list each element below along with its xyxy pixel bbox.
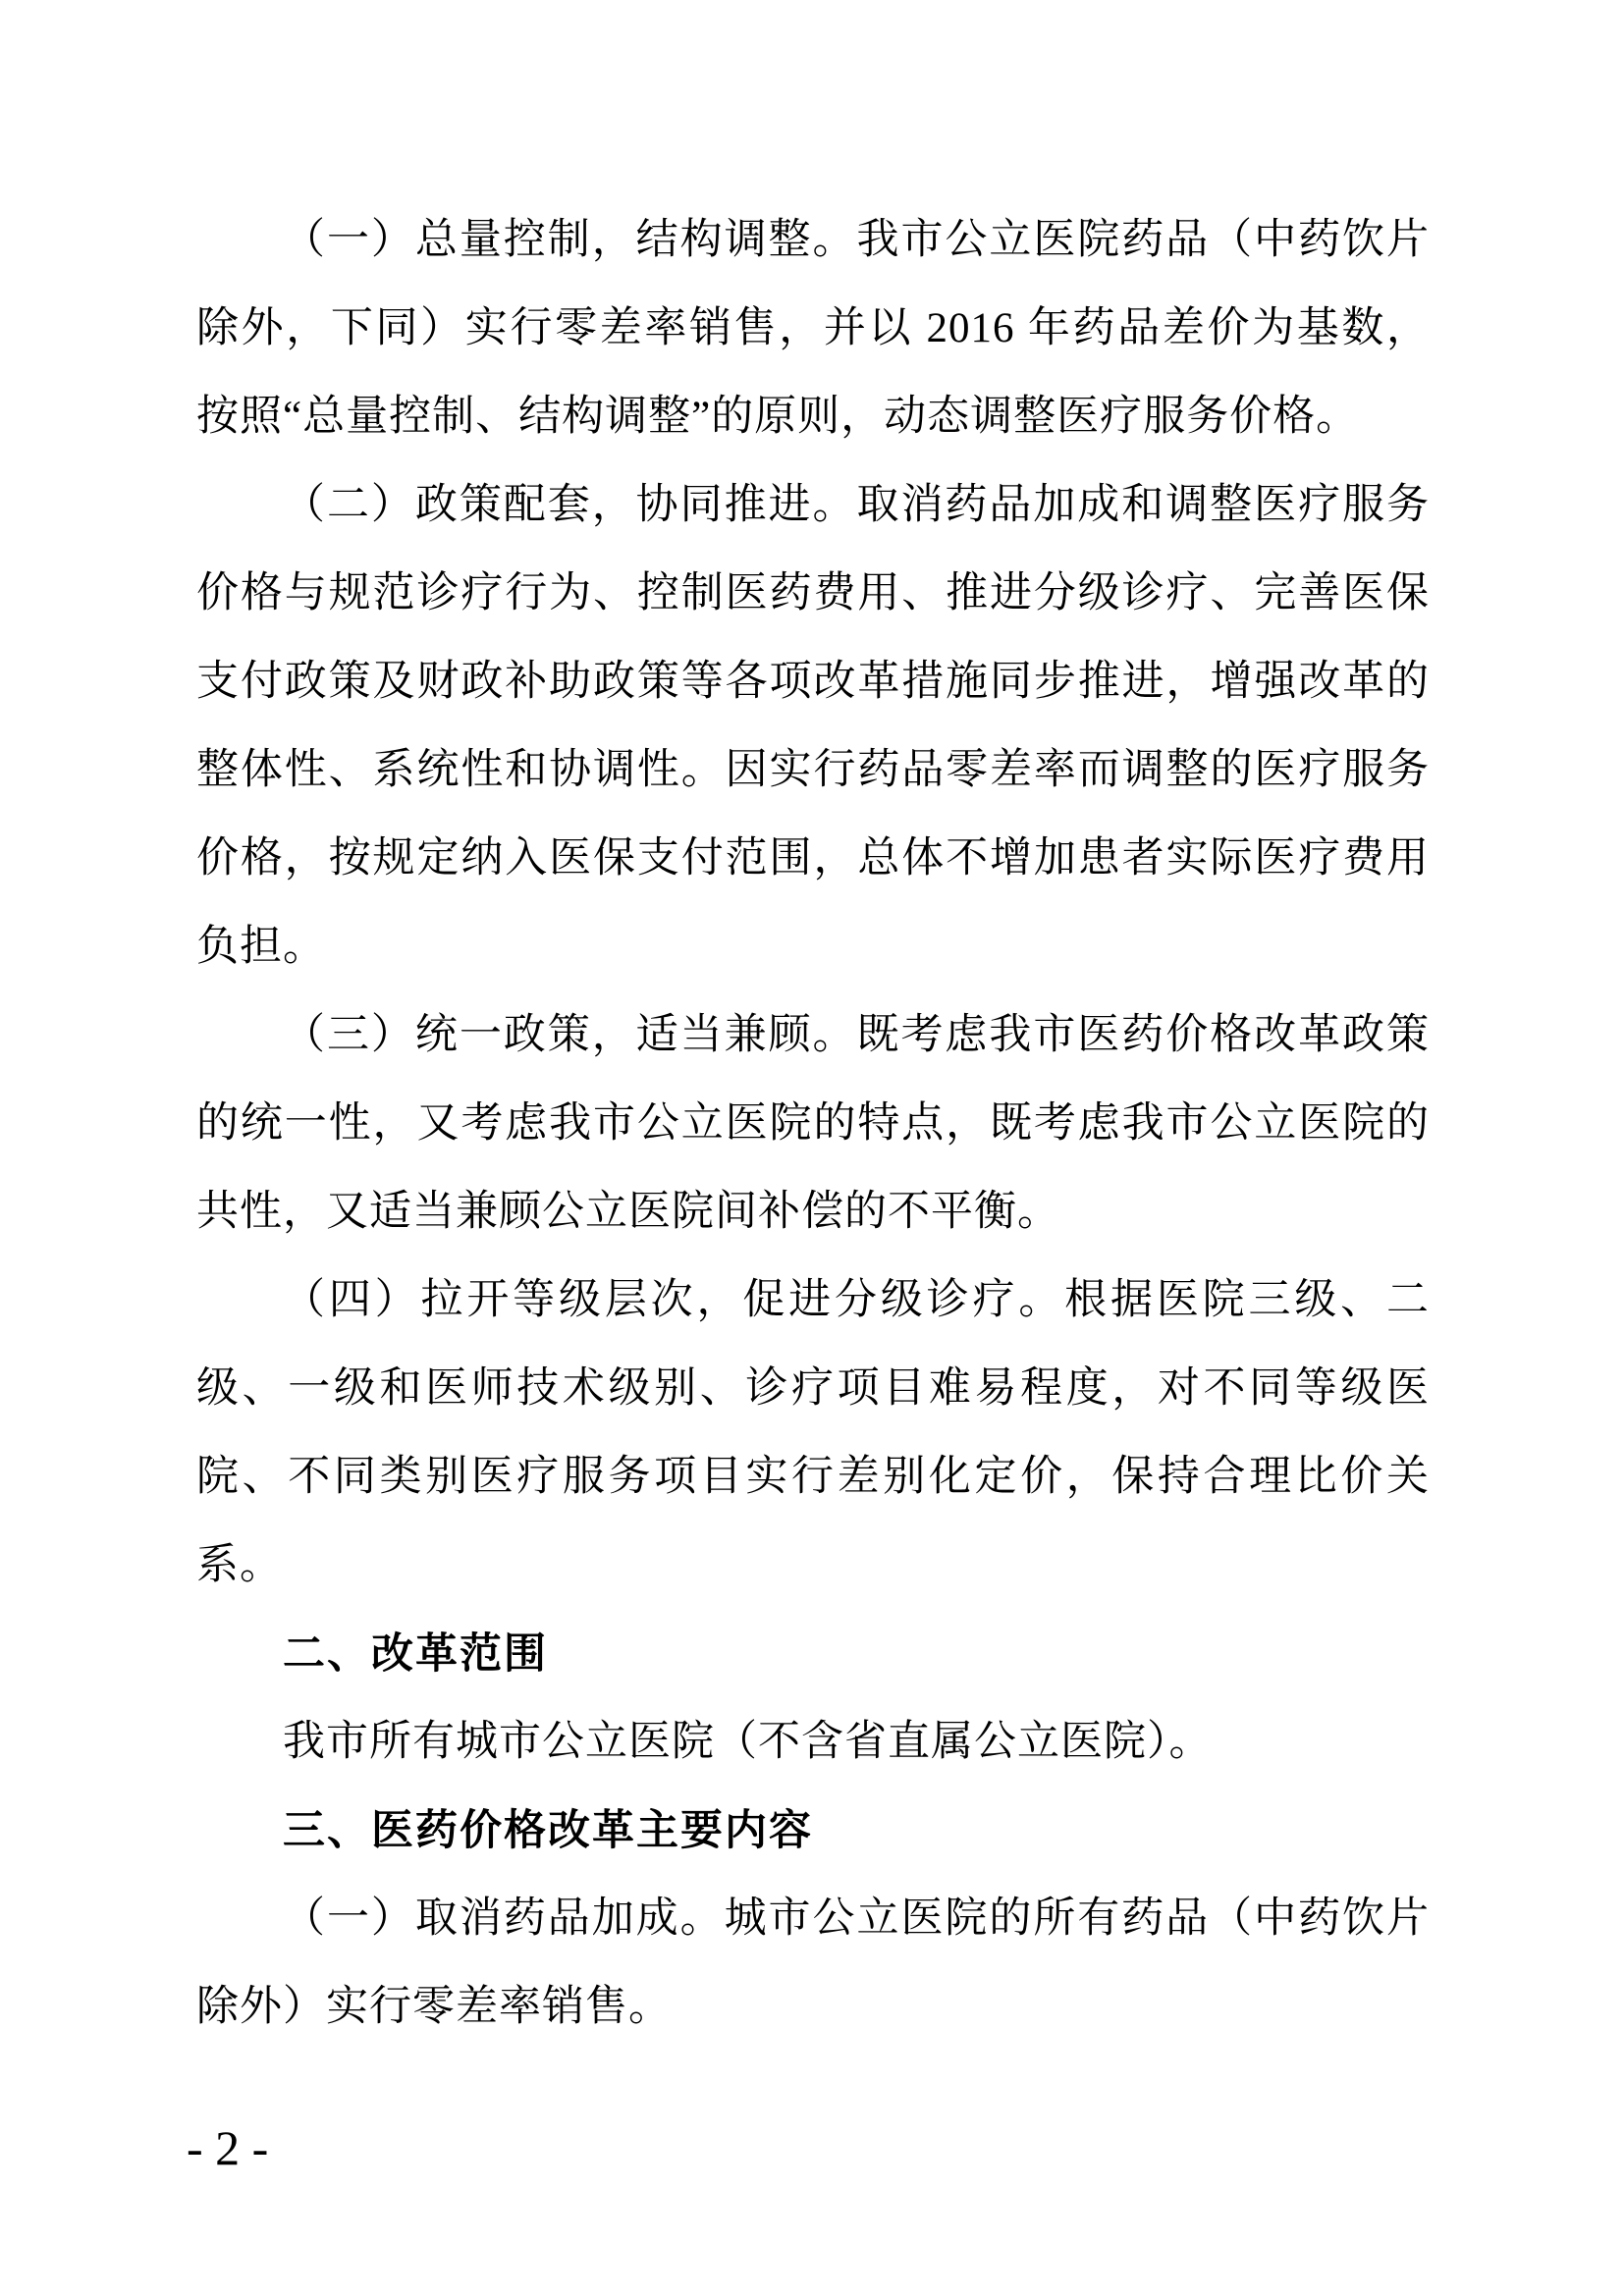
paragraph-3: （三）统一政策，适当兼顾。既考虑我市医药价格改革政策的统一性，又考虑我市公立医院的特点，既考虑我市公立医院的共性，又适当兼顾公立医院间补偿的不平衡。 xyxy=(196,1012,1430,1235)
page-number: - 2 - xyxy=(187,2120,269,2175)
paragraph-6: （一）取消药品加成。城市公立医院的所有药品（中药饮片除外）实行零差率销售。 xyxy=(196,1896,1430,2030)
paragraph-2: （二）政策配套，协同推进。取消药品加成和调整医疗服务价格与规范诊疗行为、控制医药费用、推进分级诊疗、完善医保支付政策及财政补助政策等各项改革措施同步推进，增强改革的整体性、系统性和协调性。因实行药品零差率而调整的医疗服务价格，按规定纳入医保支付范围，总体不增加患者实际医疗费用负担。 xyxy=(196,482,1430,970)
section-heading-2: 二、改革范围 xyxy=(283,1630,548,1678)
paragraph-5: 我市所有城市公立医院（不含省直属公立医院）。 xyxy=(283,1719,1213,1765)
document-body xyxy=(196,196,1430,2052)
paragraph-1: （一）总量控制，结构调整。我市公立医院药品（中药饮片除外，下同）实行零差率销售，并以 2016 年药品差价为基数，按照“总量控制、结构调整”的原则，动态调整医疗服务价格。 xyxy=(196,217,1430,440)
paragraph-4: （四）拉开等级层次，促进分级诊疗。根据医院三级、二级、一级和医师技术级别、诊疗项目难易程度，对不同等级医院、不同类别医疗服务项目实行差别化定价，保持合理比价关系。 xyxy=(196,1277,1430,1588)
section-heading-3: 三、医药价格改革主要内容 xyxy=(283,1807,813,1854)
